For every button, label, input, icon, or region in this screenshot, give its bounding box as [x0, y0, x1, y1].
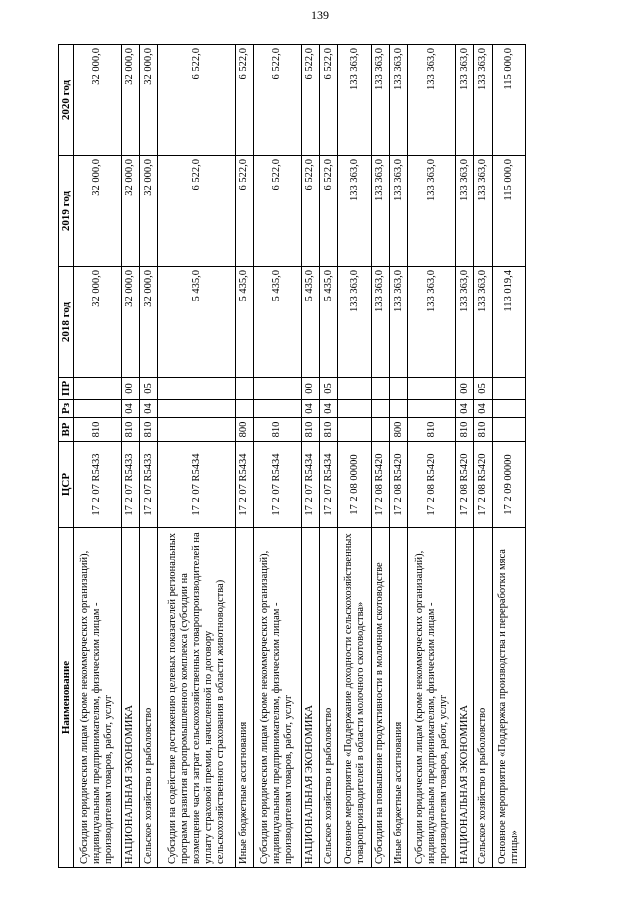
cell-y2018: 32 000,0 — [121, 267, 139, 378]
cell-pr: 00 — [121, 378, 139, 400]
cell-rz — [389, 400, 407, 418]
cell-y2018: 133 363,0 — [338, 267, 371, 378]
cell-pr: 05 — [320, 378, 338, 400]
cell-csr: 17 2 08 R5420 — [389, 442, 407, 528]
cell-name: Сельское хозяйство и рыболовство — [474, 528, 492, 868]
cell-y2019: 6 522,0 — [235, 156, 253, 267]
cell-pr — [235, 378, 253, 400]
cell-y2020: 133 363,0 — [408, 45, 456, 156]
cell-rz — [254, 400, 302, 418]
cell-y2018: 5 435,0 — [235, 267, 253, 378]
cell-y2020: 32 000,0 — [121, 45, 139, 156]
cell-rz: 04 — [301, 400, 319, 418]
cell-pr — [371, 378, 389, 400]
cell-csr: 17 2 07 R5434 — [254, 442, 302, 528]
cell-y2018: 5 435,0 — [158, 267, 235, 378]
cell-y2019: 133 363,0 — [408, 156, 456, 267]
cell-rz — [492, 400, 525, 418]
table-row — [235, 45, 253, 868]
cell-y2020: 133 363,0 — [456, 45, 474, 156]
cell-rz: 04 — [121, 400, 139, 418]
page-number: 139 — [311, 8, 329, 22]
cell-vr: 800 — [389, 418, 407, 442]
cell-rz: 04 — [474, 400, 492, 418]
cell-y2020: 6 522,0 — [158, 45, 235, 156]
cell-y2019: 32 000,0 — [74, 156, 122, 267]
cell-pr: 00 — [301, 378, 319, 400]
cell-y2019: 6 522,0 — [254, 156, 302, 267]
table-row — [456, 45, 474, 868]
cell-y2019: 6 522,0 — [301, 156, 319, 267]
header-2019: 2019 год — [59, 156, 74, 267]
cell-y2019: 115 000,0 — [492, 156, 525, 267]
table-body — [74, 45, 526, 868]
cell-csr: 17 2 08 R5420 — [408, 442, 456, 528]
cell-y2019: 133 363,0 — [389, 156, 407, 267]
cell-vr: 810 — [301, 418, 319, 442]
cell-pr — [338, 378, 371, 400]
header-2018: 2018 год — [59, 267, 74, 378]
cell-y2020: 6 522,0 — [301, 45, 319, 156]
cell-pr — [492, 378, 525, 400]
cell-csr: 17 2 08 R5420 — [371, 442, 389, 528]
cell-name: Сельское хозяйство и рыболовство — [140, 528, 158, 868]
cell-y2019: 133 363,0 — [338, 156, 371, 267]
cell-rz — [371, 400, 389, 418]
cell-vr: 810 — [456, 418, 474, 442]
cell-csr: 17 2 07 R5433 — [74, 442, 122, 528]
budget-table — [58, 44, 526, 868]
cell-y2018: 5 435,0 — [254, 267, 302, 378]
table-row — [408, 45, 456, 868]
cell-vr — [492, 418, 525, 442]
cell-y2018: 133 363,0 — [371, 267, 389, 378]
cell-y2020: 115 000,0 — [492, 45, 525, 156]
cell-y2018: 133 363,0 — [389, 267, 407, 378]
cell-name: НАЦИОНАЛЬНАЯ ЭКОНОМИКА — [121, 528, 139, 868]
cell-rz — [408, 400, 456, 418]
cell-name: НАЦИОНАЛЬНАЯ ЭКОНОМИКА — [301, 528, 319, 868]
cell-csr: 17 2 09 00000 — [492, 442, 525, 528]
cell-vr: 810 — [254, 418, 302, 442]
cell-vr: 810 — [320, 418, 338, 442]
table-header-row — [59, 45, 74, 868]
cell-rz — [74, 400, 122, 418]
cell-y2018: 32 000,0 — [74, 267, 122, 378]
cell-vr: 810 — [408, 418, 456, 442]
cell-y2020: 6 522,0 — [254, 45, 302, 156]
cell-vr: 810 — [121, 418, 139, 442]
cell-rz: 04 — [320, 400, 338, 418]
cell-y2018: 32 000,0 — [140, 267, 158, 378]
cell-rz — [338, 400, 371, 418]
cell-pr: 05 — [140, 378, 158, 400]
table-row — [158, 45, 235, 868]
header-csr: ЦСР — [59, 442, 74, 528]
cell-y2020: 32 000,0 — [140, 45, 158, 156]
cell-y2020: 133 363,0 — [371, 45, 389, 156]
cell-vr — [158, 418, 235, 442]
table-row — [254, 45, 302, 868]
cell-name: Субсидии на содействие достижению целевых показателей региональных программ развития агропромышленного комплекса (субсидии на возмещение части затрат сельскохозяйственных товаропроизводителей на уплату страховой премии, начисленной по договору сельскохозяйственного страхования в области животноводства) — [158, 528, 235, 868]
cell-pr — [158, 378, 235, 400]
cell-rz — [158, 400, 235, 418]
cell-name: НАЦИОНАЛЬНАЯ ЭКОНОМИКА — [456, 528, 474, 868]
cell-y2019: 32 000,0 — [121, 156, 139, 267]
cell-name: Основное мероприятие «Поддержка производства и переработки мяса птицы» — [492, 528, 525, 868]
cell-rz: 04 — [140, 400, 158, 418]
cell-y2019: 133 363,0 — [456, 156, 474, 267]
cell-y2019: 133 363,0 — [474, 156, 492, 267]
header-name: Наименование — [59, 528, 74, 868]
cell-name: Субсидии юридическим лицам (кроме некоммерческих организаций), индивидуальным предпринимателям, физическим лицам - производителям товаров, работ, услуг — [408, 528, 456, 868]
cell-y2020: 6 522,0 — [320, 45, 338, 156]
cell-csr: 17 2 07 R5433 — [121, 442, 139, 528]
cell-name: Иные бюджетные ассигнования — [389, 528, 407, 868]
cell-y2018: 5 435,0 — [301, 267, 319, 378]
cell-y2018: 5 435,0 — [320, 267, 338, 378]
cell-y2018: 133 363,0 — [456, 267, 474, 378]
table-row — [371, 45, 389, 868]
cell-y2020: 32 000,0 — [74, 45, 122, 156]
cell-rz — [235, 400, 253, 418]
header-rz: Рз — [59, 400, 74, 418]
cell-pr — [408, 378, 456, 400]
cell-y2019: 6 522,0 — [320, 156, 338, 267]
cell-vr — [371, 418, 389, 442]
cell-pr — [254, 378, 302, 400]
cell-name: Субсидии юридическим лицам (кроме некоммерческих организаций), индивидуальным предпринимателям, физическим лицам - производителям товаров, работ, услуг — [74, 528, 122, 868]
cell-rz: 04 — [456, 400, 474, 418]
table-row — [74, 45, 122, 868]
cell-vr: 800 — [235, 418, 253, 442]
table-row — [338, 45, 371, 868]
cell-pr: 05 — [474, 378, 492, 400]
cell-y2018: 133 363,0 — [474, 267, 492, 378]
table-row — [389, 45, 407, 868]
cell-y2020: 6 522,0 — [235, 45, 253, 156]
table-row — [301, 45, 319, 868]
cell-csr: 17 2 08 R5420 — [474, 442, 492, 528]
cell-vr — [338, 418, 371, 442]
cell-name: Иные бюджетные ассигнования — [235, 528, 253, 868]
cell-y2018: 113 019,4 — [492, 267, 525, 378]
cell-vr: 810 — [74, 418, 122, 442]
cell-csr: 17 2 07 R5434 — [320, 442, 338, 528]
header-pr: ПР — [59, 378, 74, 400]
cell-csr: 17 2 08 00000 — [338, 442, 371, 528]
cell-y2019: 133 363,0 — [371, 156, 389, 267]
cell-pr — [389, 378, 407, 400]
cell-y2020: 133 363,0 — [338, 45, 371, 156]
cell-y2019: 6 522,0 — [158, 156, 235, 267]
header-2020: 2020 год — [59, 45, 74, 156]
cell-csr: 17 2 07 R5434 — [301, 442, 319, 528]
table-row — [474, 45, 492, 868]
cell-csr: 17 2 07 R5433 — [140, 442, 158, 528]
cell-y2018: 133 363,0 — [408, 267, 456, 378]
cell-vr: 810 — [140, 418, 158, 442]
table-row — [140, 45, 158, 868]
cell-y2019: 32 000,0 — [140, 156, 158, 267]
rotated-table-wrapper — [58, 44, 526, 868]
cell-csr: 17 2 08 R5420 — [456, 442, 474, 528]
header-vr: ВР — [59, 418, 74, 442]
cell-name: Субсидии на повышение продуктивности в молочном скотоводстве — [371, 528, 389, 868]
cell-name: Сельское хозяйство и рыболовство — [320, 528, 338, 868]
cell-name: Основное мероприятие «Поддержание доходности сельскохозяйственных товаропроизводителей в области молочного скотоводства» — [338, 528, 371, 868]
cell-y2020: 133 363,0 — [474, 45, 492, 156]
cell-pr: 00 — [456, 378, 474, 400]
table-row — [492, 45, 525, 868]
cell-y2020: 133 363,0 — [389, 45, 407, 156]
table-row — [320, 45, 338, 868]
cell-name: Субсидии юридическим лицам (кроме некоммерческих организаций), индивидуальным предпринимателям, физическим лицам - производителям товаров, работ, услуг — [254, 528, 302, 868]
cell-pr — [74, 378, 122, 400]
cell-csr: 17 2 07 R5434 — [158, 442, 235, 528]
cell-csr: 17 2 07 R5434 — [235, 442, 253, 528]
cell-vr: 810 — [474, 418, 492, 442]
table-row — [121, 45, 139, 868]
